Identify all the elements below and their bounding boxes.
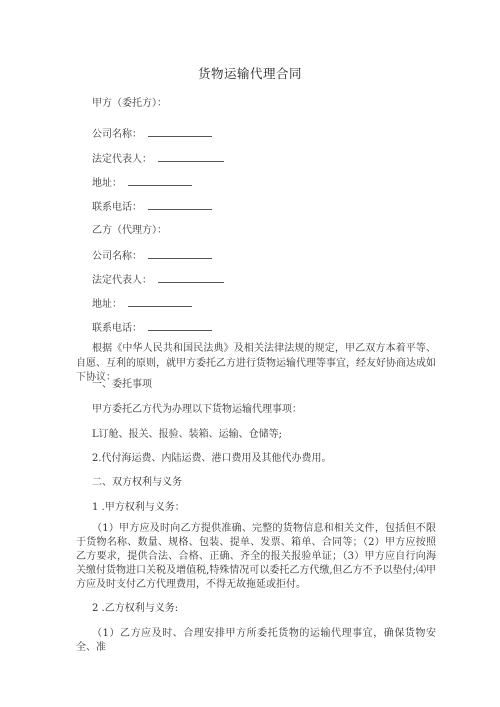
party-a-phone-label: 联系电话： [92, 202, 142, 213]
section1-intro: 甲方委托乙方代为办理以下货物运输代理事项： [92, 404, 302, 415]
preamble-paragraph: 根据《中华人民共和国民法典》及相关法律法规的规定，甲乙双方本着平等、自愿、互利的原则，就甲方委托乙方进行货物运输代理等事宜，经友好协商达成如下协议： [76, 343, 436, 383]
party-b-address-label: 地址： [92, 299, 122, 310]
party-b-phone-blank [148, 320, 212, 331]
party-a-phone-line [92, 199, 212, 215]
party-b-legal-rep-label: 法定代表人： [92, 275, 152, 286]
party-b-phone-line [92, 320, 212, 336]
party-b-company-label: 公司名称： [92, 251, 142, 262]
party-a-address-label: 地址： [92, 178, 122, 189]
party-a-phone-blank [148, 199, 212, 210]
party-a-company-line [92, 126, 212, 142]
party-a-company-label: 公司名称： [92, 129, 142, 140]
party-b-phone-label: 联系电话： [92, 323, 142, 334]
party-a-address-line [92, 175, 192, 191]
section2-heading: 二、双方权利与义务 [92, 477, 182, 488]
party-a-legal-rep-label: 法定代表人： [92, 154, 152, 165]
document-title: 货物运输代理合同 [197, 66, 302, 81]
party-b-company-line [92, 248, 212, 264]
section1-item-2: 2.代付海运费、内陆运费、港口费用及其他代办费用。 [92, 453, 332, 464]
section1-item-1: L订舱、报关、报验、装箱、运输、仓储等; [92, 429, 283, 440]
party-a-company-blank [148, 126, 212, 137]
party-a-heading: 甲方（委托方）： [92, 98, 167, 109]
party-a-legal-rep-line [92, 151, 224, 167]
party-b-heading: 乙方（代理方）： [92, 225, 167, 236]
party-a-legal-rep-blank [158, 151, 224, 162]
section1-heading: 一、委托事项 [92, 379, 152, 390]
party-a-address-blank [128, 175, 192, 186]
section2-sub1-paragraph: （1）甲方应及时向乙方提供准确、完整的货物信息和相关文件，包括但不限于货物名称、数量、规格、包装、提单、发票、箱单、合同等；（2）甲方应按照乙方要求，提供合法、合格、正确、齐全的报关报验单证；（3）甲方应自行向海关缴付货物进口关税及增值税,特殊情况可以委托乙方代缴,但乙方不予以垫付;⑷甲方应及时支付乙方代理费用，不得无故拖延或拒付。 [76, 523, 436, 590]
section2-sub1-heading: 1 .甲方权利与义务： [92, 502, 185, 513]
party-b-legal-rep-blank [158, 272, 224, 283]
party-b-legal-rep-line [92, 272, 224, 288]
section2-sub2-heading: 2 .乙方权利与义务: [92, 603, 179, 614]
section2-sub2-paragraph: （1）乙方应及时、合理安排甲方所委托货物的运输代理事宜，确保货物安全、准 [76, 628, 436, 653]
party-b-address-blank [128, 296, 192, 307]
party-b-address-line [92, 296, 192, 312]
party-b-company-blank [148, 248, 212, 259]
